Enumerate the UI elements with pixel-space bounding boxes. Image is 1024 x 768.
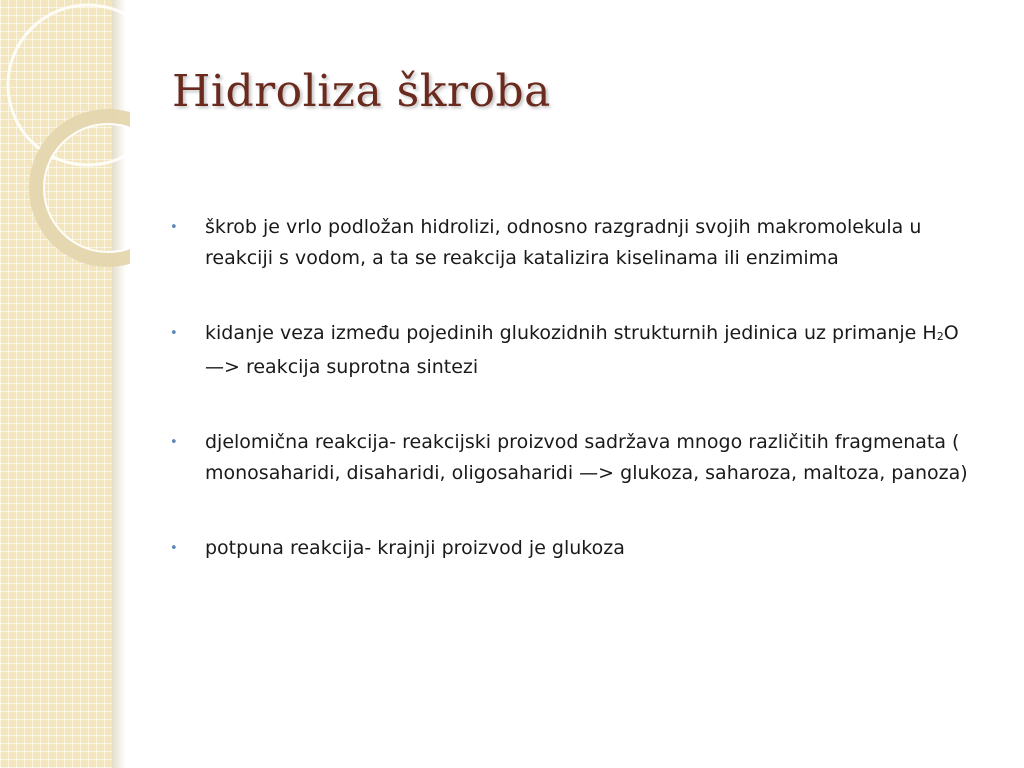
bullet-text: djelomična reakcija- reakcijski proizvod sadržava mnogo različitih fragmenata ( monosaharidi, disaharidi, oligosaharidi —> glukoza, saharoza, maltoza, panoza) xyxy=(205,431,968,484)
decorative-circles-graphic xyxy=(0,0,130,300)
bullet-icon: • xyxy=(170,220,178,235)
bullet-item-3 xyxy=(170,427,970,489)
bullet-text: škrob je vrlo podložan hidrolizi, odnosno razgradnji svojih makromolekula u reakciji s vodom, a ta se reakcija katalizira kiselinama ili enzimima xyxy=(205,216,922,269)
slide-title: Hidroliza škroba xyxy=(172,66,551,117)
bullet-list xyxy=(170,212,970,608)
bullet-text-part: O —> reakcija suprotna sintezi xyxy=(205,322,959,378)
decorative-circle-thick xyxy=(36,116,130,260)
bullet-item-2 xyxy=(170,318,970,383)
bullet-icon: • xyxy=(170,435,178,450)
bullet-item-4 xyxy=(170,533,970,564)
bullet-icon: • xyxy=(170,326,178,341)
subscript-text: 2 xyxy=(936,330,944,343)
decorative-circle-large xyxy=(8,5,130,165)
bullet-text-part: kidanje veza između pojedinih glukozidnih strukturnih jedinica uz primanje H xyxy=(205,322,937,344)
bullet-text xyxy=(205,322,959,378)
bullet-text: potpuna reakcija- krajnji proizvod je glukoza xyxy=(205,537,625,559)
bullet-item-1 xyxy=(170,212,970,274)
bullet-icon: • xyxy=(170,541,178,556)
